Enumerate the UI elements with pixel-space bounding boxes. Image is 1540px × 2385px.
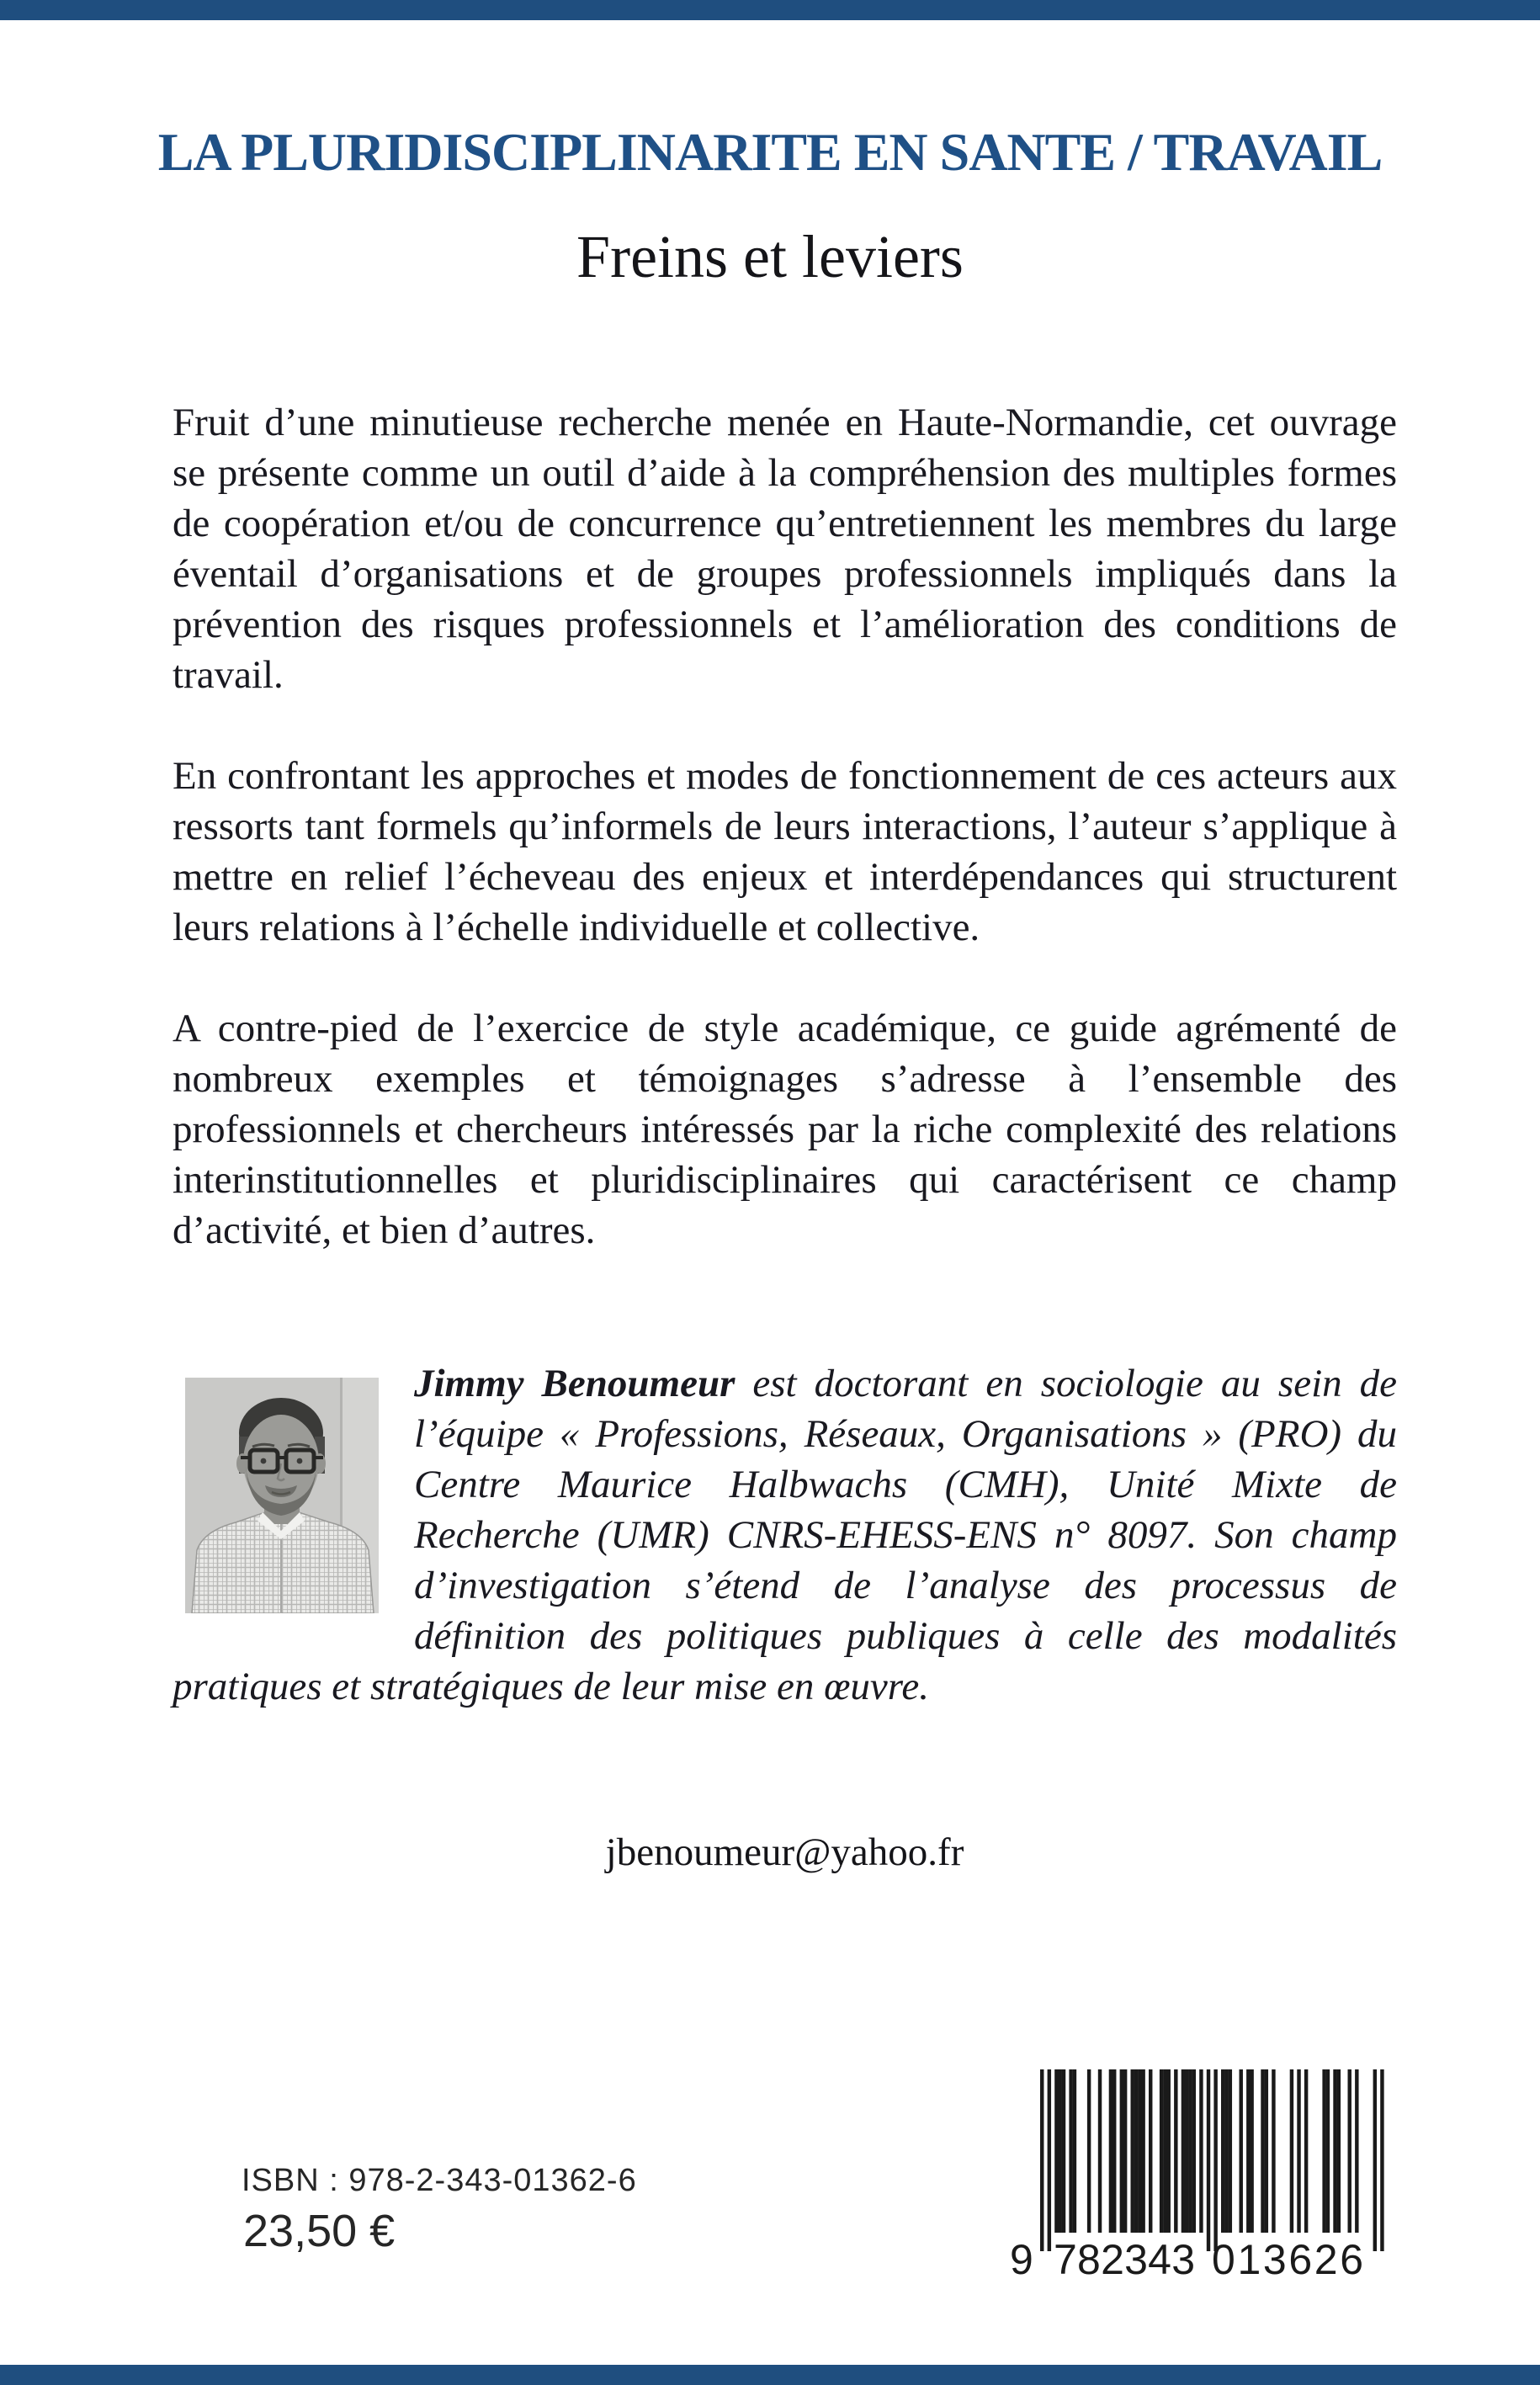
isbn-label: ISBN : 978-2-343-01362-6 [242,2163,637,2198]
barcode-digit-group-1: 9 [1010,2236,1033,2276]
author-photo [185,1378,379,1613]
author-name: Jimmy Benoumeur [414,1362,735,1405]
barcode-bars [1040,2069,1384,2251]
ean-barcode [1010,2069,1405,2276]
author-bio-text: est doctorant en sociologie au sein de l’équipe « Professions, Réseaux, Organisations » (PRO) du Centre Maurice Halbwachs (CMH), Unité Mixte de Recherche (UMR) CNRS-EHESS-ENS n° 8097. Son champ d’investigation s’étend de l’analyse des processus de définition des politiques publiques à celle des modalités pratiques et stratégiques de leur mise en œuvre. [173,1362,1397,1708]
contact-email: jbenoumeur@yahoo.fr [605,1830,964,1874]
bottom-band [0,2365,1540,2385]
blurb-paragraph-2: En confrontant les approches et modes de fonctionnement de ces acteurs aux ressorts tant formels qu’informels de leurs interactions, l’auteur s’applique à mettre en relief l’écheveau des enjeux et interdépendances qui structurent leurs relations à l’échelle individuelle et collective. [173,754,1397,949]
book-title: LA PLURIDISCIPLINARITE EN SANTE / TRAVAIL [157,122,1383,182]
blurb [173,397,1397,1306]
blurb-paragraph-1: Fruit d’une minutieuse recherche menée en Haute-Normandie, cet ouvrage se présente comme un outil d’aide à la compréhension des multiples formes de coopération et/ou de concurrence qu’entretiennent les membres du large éventail d’organisations et de groupes professionnels impliqués dans la prévention des risques professionnels et l’amélioration des conditions de travail. [173,401,1397,697]
barcode-digit-group-3: 013626 [1212,2236,1363,2276]
top-band [0,0,1540,20]
price-label: 23,50 € [243,2206,396,2256]
barcode-digit-group-2: 782343 [1054,2236,1195,2276]
blurb-paragraph-3: A contre-pied de l’exercice de style académique, ce guide agrémenté de nombreux exemples et témoignages s’adresse à l’ensemble des professionnels et chercheurs intéressés par la riche complexité des relations interinstitutionnelles et pluridisciplinaires qui caractérisent ce champ d’activité, et bien d’autres. [173,1007,1397,1252]
ean-barcode-graphic [1010,2069,1405,2276]
book-subtitle: Freins et leviers [576,223,964,290]
author-portrait-illustration [185,1378,379,1613]
author-bio [173,1358,1397,1712]
